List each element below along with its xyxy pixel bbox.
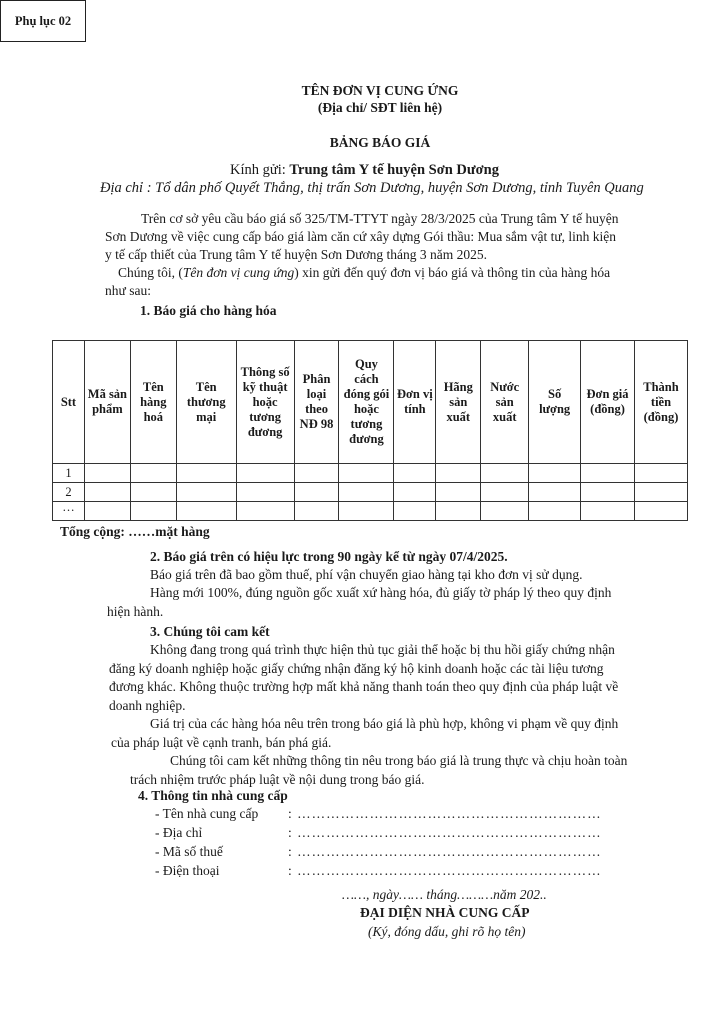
col-quantity: Số lượng — [529, 341, 581, 464]
unit-contact: (Địa chỉ/ SĐT liên hệ) — [317, 100, 443, 115]
section-3-p2-line-1: Giá trị của các hàng hóa nêu trên trong báo giá là phù hợp, không vi phạm về quy định — [150, 716, 619, 731]
col-country: Nước sản xuất — [481, 341, 529, 464]
section-2-title: 2. Báo giá trên có hiệu lực trong 90 ngày kể từ ngày 07/4/2025. — [150, 549, 508, 564]
col-trade-name: Tên thương mại — [176, 341, 236, 464]
col-product-code: Mã sản phẩm — [84, 341, 130, 464]
section-3-p1-line-2: đăng ký doanh nghiệp hoặc giấy chứng nhận đăng ký hộ kinh doanh hoặc các tài liệu tương — [109, 661, 604, 676]
supplier-tax-code-label: - Mã số thuế — [155, 844, 223, 859]
supplier-phone-field: : ……………………………………………………… — [288, 863, 602, 878]
quote-table — [52, 340, 688, 521]
intro-line-2: Sơn Dương về việc cung cấp báo giá làm căn cứ xây dựng Gói thầu: Mua sắm vật tư, linh kiện — [105, 229, 617, 244]
signature-title: ĐẠI DIỆN NHÀ CUNG CẤP — [360, 905, 530, 920]
section-3-p1-line-3: đương khác. Không thuộc trường hợp mất khả năng thanh toán theo quy định của pháp luật về — [109, 679, 619, 694]
intro-line-4-start: Chúng tôi, ( — [118, 265, 183, 280]
intro-unit-placeholder: Tên đơn vị cung ứng — [182, 265, 295, 280]
section-3-p2-line-2: của pháp luật về cạnh tranh, bán phá giá. — [111, 735, 332, 750]
supplier-address-label: - Địa chỉ — [155, 825, 203, 840]
col-specs: Thông số kỹ thuật hoặc tương đương — [236, 341, 294, 464]
table-total: Tổng cộng: ……mặt hàng — [60, 524, 210, 539]
intro-line-4 — [118, 265, 610, 281]
recipient-prefix: Kính gửi: — [230, 162, 290, 178]
section-3-p1-line-1: Không đang trong quá trình thực hiện thủ tục giải thể hoặc bị thu hồi giấy chứng nhận — [150, 642, 615, 657]
section-1-title: 1. Báo giá cho hàng hóa — [140, 303, 277, 318]
intro-line-1: Trên cơ sở yêu cầu báo giá số 325/TM-TTYT ngày 28/3/2025 của Trung tâm Y tế huyện — [141, 211, 619, 226]
intro-line-5: như sau: — [105, 283, 151, 298]
recipient-address: Địa chỉ : Tổ dân phố Quyết Thắng, thị trấn Sơn Dương, huyện Sơn Dương, tỉnh Tuyên Quang — [100, 180, 644, 196]
supplier-phone-label: - Điện thoại — [155, 863, 220, 878]
col-stt: Stt — [53, 341, 85, 464]
section-3-p1-line-4: doanh nghiệp. — [109, 698, 186, 713]
appendix-label: Phụ lục 02 — [0, 0, 86, 42]
col-unit: Đơn vị tính — [394, 341, 436, 464]
supplier-name-field: : ……………………………………………………… — [288, 806, 602, 821]
section-3-p3-line-2: trách nhiệm trước pháp luật về nội dung trong báo giá. — [130, 772, 425, 787]
col-packaging: Quy cách đóng gói hoặc tương đương — [339, 341, 394, 464]
row-number: 2 — [53, 483, 85, 502]
section-2-p1: Báo giá trên đã bao gồm thuế, phí vận chuyển giao hàng tại kho đơn vị sử dụng. — [150, 567, 583, 582]
row-number: 1 — [53, 464, 85, 483]
table-row — [53, 502, 688, 521]
intro-line-3: y tế cấp thiết của Trung tâm Y tế huyện Sơn Dương tháng 3 năm 2025. — [105, 247, 488, 262]
recipient-name: Trung tâm Y tế huyện Sơn Dương — [289, 162, 499, 178]
col-classification: Phân loại theo NĐ 98 — [294, 341, 339, 464]
intro-line-4-end: ) xin gửi đến quý đơn vị báo giá và thông tin của hàng hóa — [294, 265, 611, 280]
signature-date-line: ……, ngày…… tháng………năm 202.. — [342, 887, 547, 902]
section-2-p2-line-2: hiện hành. — [107, 604, 164, 619]
recipient-line — [230, 162, 499, 179]
table-row — [53, 483, 688, 502]
section-4-title: 4. Thông tin nhà cung cấp — [138, 788, 288, 803]
unit-name: TÊN ĐƠN VỊ CUNG ỨNG — [301, 83, 459, 98]
row-number: … — [53, 502, 85, 521]
col-item-name: Tên hàng hoá — [130, 341, 176, 464]
supplier-address-field: : ……………………………………………………… — [288, 825, 602, 840]
col-manufacturer: Hãng sản xuất — [436, 341, 481, 464]
col-unit-price: Đơn giá (đồng) — [581, 341, 635, 464]
supplier-tax-code-field: : ……………………………………………………… — [288, 844, 602, 859]
section-2-p2-line-1: Hàng mới 100%, đúng nguồn gốc xuất xứ hàng hóa, đủ giấy tờ pháp lý theo quy định — [150, 585, 612, 600]
signature-note: (Ký, đóng dấu, ghi rõ họ tên) — [368, 924, 526, 939]
section-3-title: 3. Chúng tôi cam kết — [150, 624, 270, 639]
table-header-row — [53, 341, 688, 464]
table-row — [53, 464, 688, 483]
section-3-p3-line-1: Chúng tôi cam kết những thông tin nêu trong báo giá là trung thực và chịu hoàn toàn — [170, 753, 628, 768]
col-amount: Thành tiền (đồng) — [634, 341, 687, 464]
supplier-name-label: - Tên nhà cung cấp — [155, 806, 259, 821]
document-title: BẢNG BÁO GIÁ — [329, 135, 431, 150]
